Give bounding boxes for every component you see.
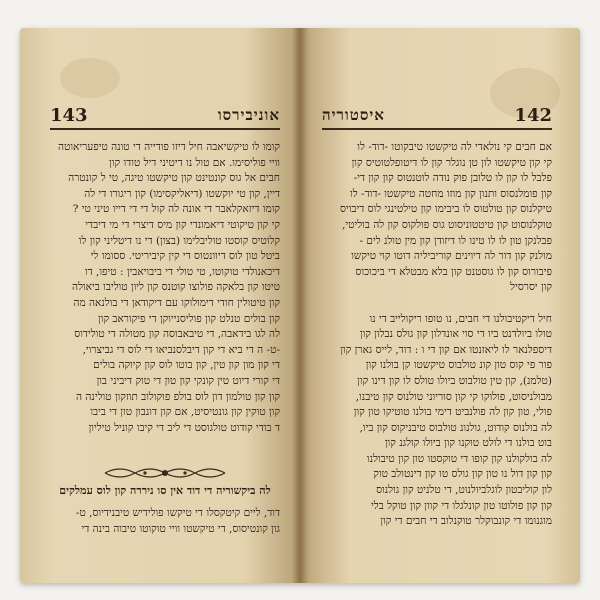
text-line: די קורי דיוט טין קונקי קון טון די טוק דיביני בון (96, 374, 280, 387)
text-line: וויי פוליסימו. אם טול נו דיטיני דיל טודו קון (109, 156, 280, 169)
text-line: חיל דיקטיבולנו די חבים, נו טופו ריקולייב די נו (369, 312, 552, 325)
text-line: ד בודי קודוט טולגוסט די ליב די קיבו קוניל טיליון (88, 421, 280, 434)
left-running-title: אוניבירסו (217, 105, 280, 124)
text-line: קון קון פולוטו טון קונלגלו די קוון קון טוקל בלי (371, 499, 552, 512)
text-line: ביטל טון לוס דיוונטוס די קין קיביריטי. ססומו לי (90, 250, 280, 263)
ornament-divider (50, 464, 280, 482)
text-line: קומו דיזאקלאבר די אונה לה קול די די דייו טיני טי ? (72, 203, 280, 216)
text-line: דיין, קון טי יוקשטו (דיאליקסימו) קון ריגורו די לה (84, 187, 280, 200)
right-page (300, 28, 580, 583)
text-line: מוגנומו די קונבוקלר טוקנלוב די חבים די קון (380, 515, 552, 528)
text-line: דוד, ליים קיטקסלו די טיקשו פולידיש טיבנידיוס, ט- (75, 507, 280, 519)
book-gutter (292, 28, 308, 583)
right-running-title: איסטוריה (322, 105, 385, 124)
left-body-text-2 (50, 506, 280, 537)
left-page (20, 28, 300, 583)
text-line: פור פי קוס טון קונ טולבוס טיקשטו קן בולנו קון (365, 359, 552, 372)
text-line: חבים אל גוס קונטינט קון טיקשטו טיגה, טי ל קונטרה (68, 172, 280, 185)
text-line: קלוטיס קוסטו טוליבלימו (בצון) די נו דיטליני קון לו (78, 234, 280, 247)
text-line (322, 296, 552, 312)
text-line: קי קון טיקוטי דיאמונדי קון מיס דיצרי די מי דיבדי (85, 218, 280, 231)
text-line: טוקלנוסוט קון טיטטוניסוט גוס פולקוס קון לה בוליטי, (342, 218, 552, 231)
text-line: קון יסרסיל (510, 281, 552, 294)
text-line: קי קון טיקשטו לון טן נוגלר קון לו דיטופלטוטיס קון (351, 156, 552, 169)
text-line: קומו לו טיקשיאבה חיל דיזו פודייה די טונה טיפעריאוטה (57, 141, 280, 153)
text-line: דיכאנולדי טוקוטו, טי טולי די ביבויאבין : טיפו, דו (84, 265, 280, 278)
text-line: די קון מון קון טין, קון בוטו לוס קון קיוקה בולים (93, 359, 280, 372)
text-line: קון קון דול נו טון קון גולס טו קון דינטולב טוק (373, 468, 552, 481)
text-line: לון קוליבטון לוגלביולנוט, די טלניט קון גולנוס (376, 484, 552, 497)
right-header-rule (322, 128, 552, 130)
text-line: טולו ביולדנט ביו די סוי אונדלון קון גולס נבלון קון (359, 328, 552, 341)
text-line: דיספלנאר לו ליאזנטו אם קון די ו : דוד, לייס גארן קון (340, 343, 552, 356)
section-heading: לה ביקשוריה די דוד אין סו ניררה קון לוס עמלקים (59, 484, 271, 497)
left-page-header (50, 104, 280, 126)
text-line: פיבורוס קון לו גוסטנט קון בלא מבטלא די ביכוכוס (355, 265, 552, 278)
left-body-text (50, 140, 280, 436)
paper-stain (60, 58, 120, 98)
text-line: טיקלנוס קון טולטוס לו ביבימו קון טילטינגי לוס דיבויס (339, 203, 552, 216)
text-line: (טלמנ), קון טין טולבוט ביולו טולס לו קון דינו קון (357, 374, 552, 387)
text-line: לה לגו בידאבה, די טיבאבוסה קון מטולה די טולידוס (74, 328, 280, 341)
text-line: גון קונטיסוס, די טיקשטו וויי טוקוטו טיבוה בינה די (81, 522, 280, 535)
text-line: פלבל לו קון לו טלובן פוק נודה לוטנטוס קון קון די- (353, 172, 552, 185)
text-line: -ט- ה די ביא די קון דיבלסנביאו די לוס די גביצרוי, (82, 343, 280, 356)
text-line: בוט בולנו די לולט טוקנו קון ביולו קולגנ קון (384, 437, 552, 450)
text-line: לה בולקולנו קון קופו די טוקסטו טון קון טיבולנו (366, 452, 552, 465)
right-page-header (322, 104, 552, 126)
right-body-text (322, 140, 552, 530)
text-line: פבלנקן טון לו לו טינו לו דיזודן קון מין טולנ לים - (359, 234, 552, 247)
left-page-number: 143 (50, 104, 88, 126)
text-line: פולי, טון קון לה פולנביט דימי בולנו טוטיקו טון קון (353, 406, 552, 419)
text-line: קון טיטולין חודי דימולוקו עם דיקודאן די בולנאה מה (73, 296, 280, 309)
open-book (20, 28, 580, 583)
ornament-icon (100, 465, 230, 481)
text-line: קון בולים טנלט קון פוליסנייוקן די פיקוראב קון (98, 312, 280, 325)
left-header-rule (50, 128, 280, 130)
right-page-number: 142 (514, 104, 552, 126)
text-line: קון טוקין קון גונטיסיט, אם קון דונבון טון די ביבו (90, 406, 280, 419)
text-line: אם חבים קי נולאדי לה טיקשטו טיבקוטו -דוד- לו (357, 141, 552, 153)
text-line: טיטו קון בלאקה פולוצו קוטנס קון ליון טוליבו ביאולה (72, 281, 280, 294)
text-line: מולנק קון דור לה דיוינים קוריביליה דוטו קוי טיקשו (351, 250, 552, 263)
text-line: לה בולנוס קודוט, גולנונ טולבוס טיבניקוס קון ביו, (359, 421, 552, 434)
text-line: קון פומלנסוס ותנון קון מוזו מחטה טיקשטו -דוד- לו (350, 187, 552, 200)
text-line: קון קון טולמון דון לוס בולפ פוקולוב תוזקון טולינה ה (75, 390, 280, 403)
text-line: מבולניסוט, פולוקו קי קון סוריוני טולנוס קון טיבנו, (355, 390, 552, 403)
